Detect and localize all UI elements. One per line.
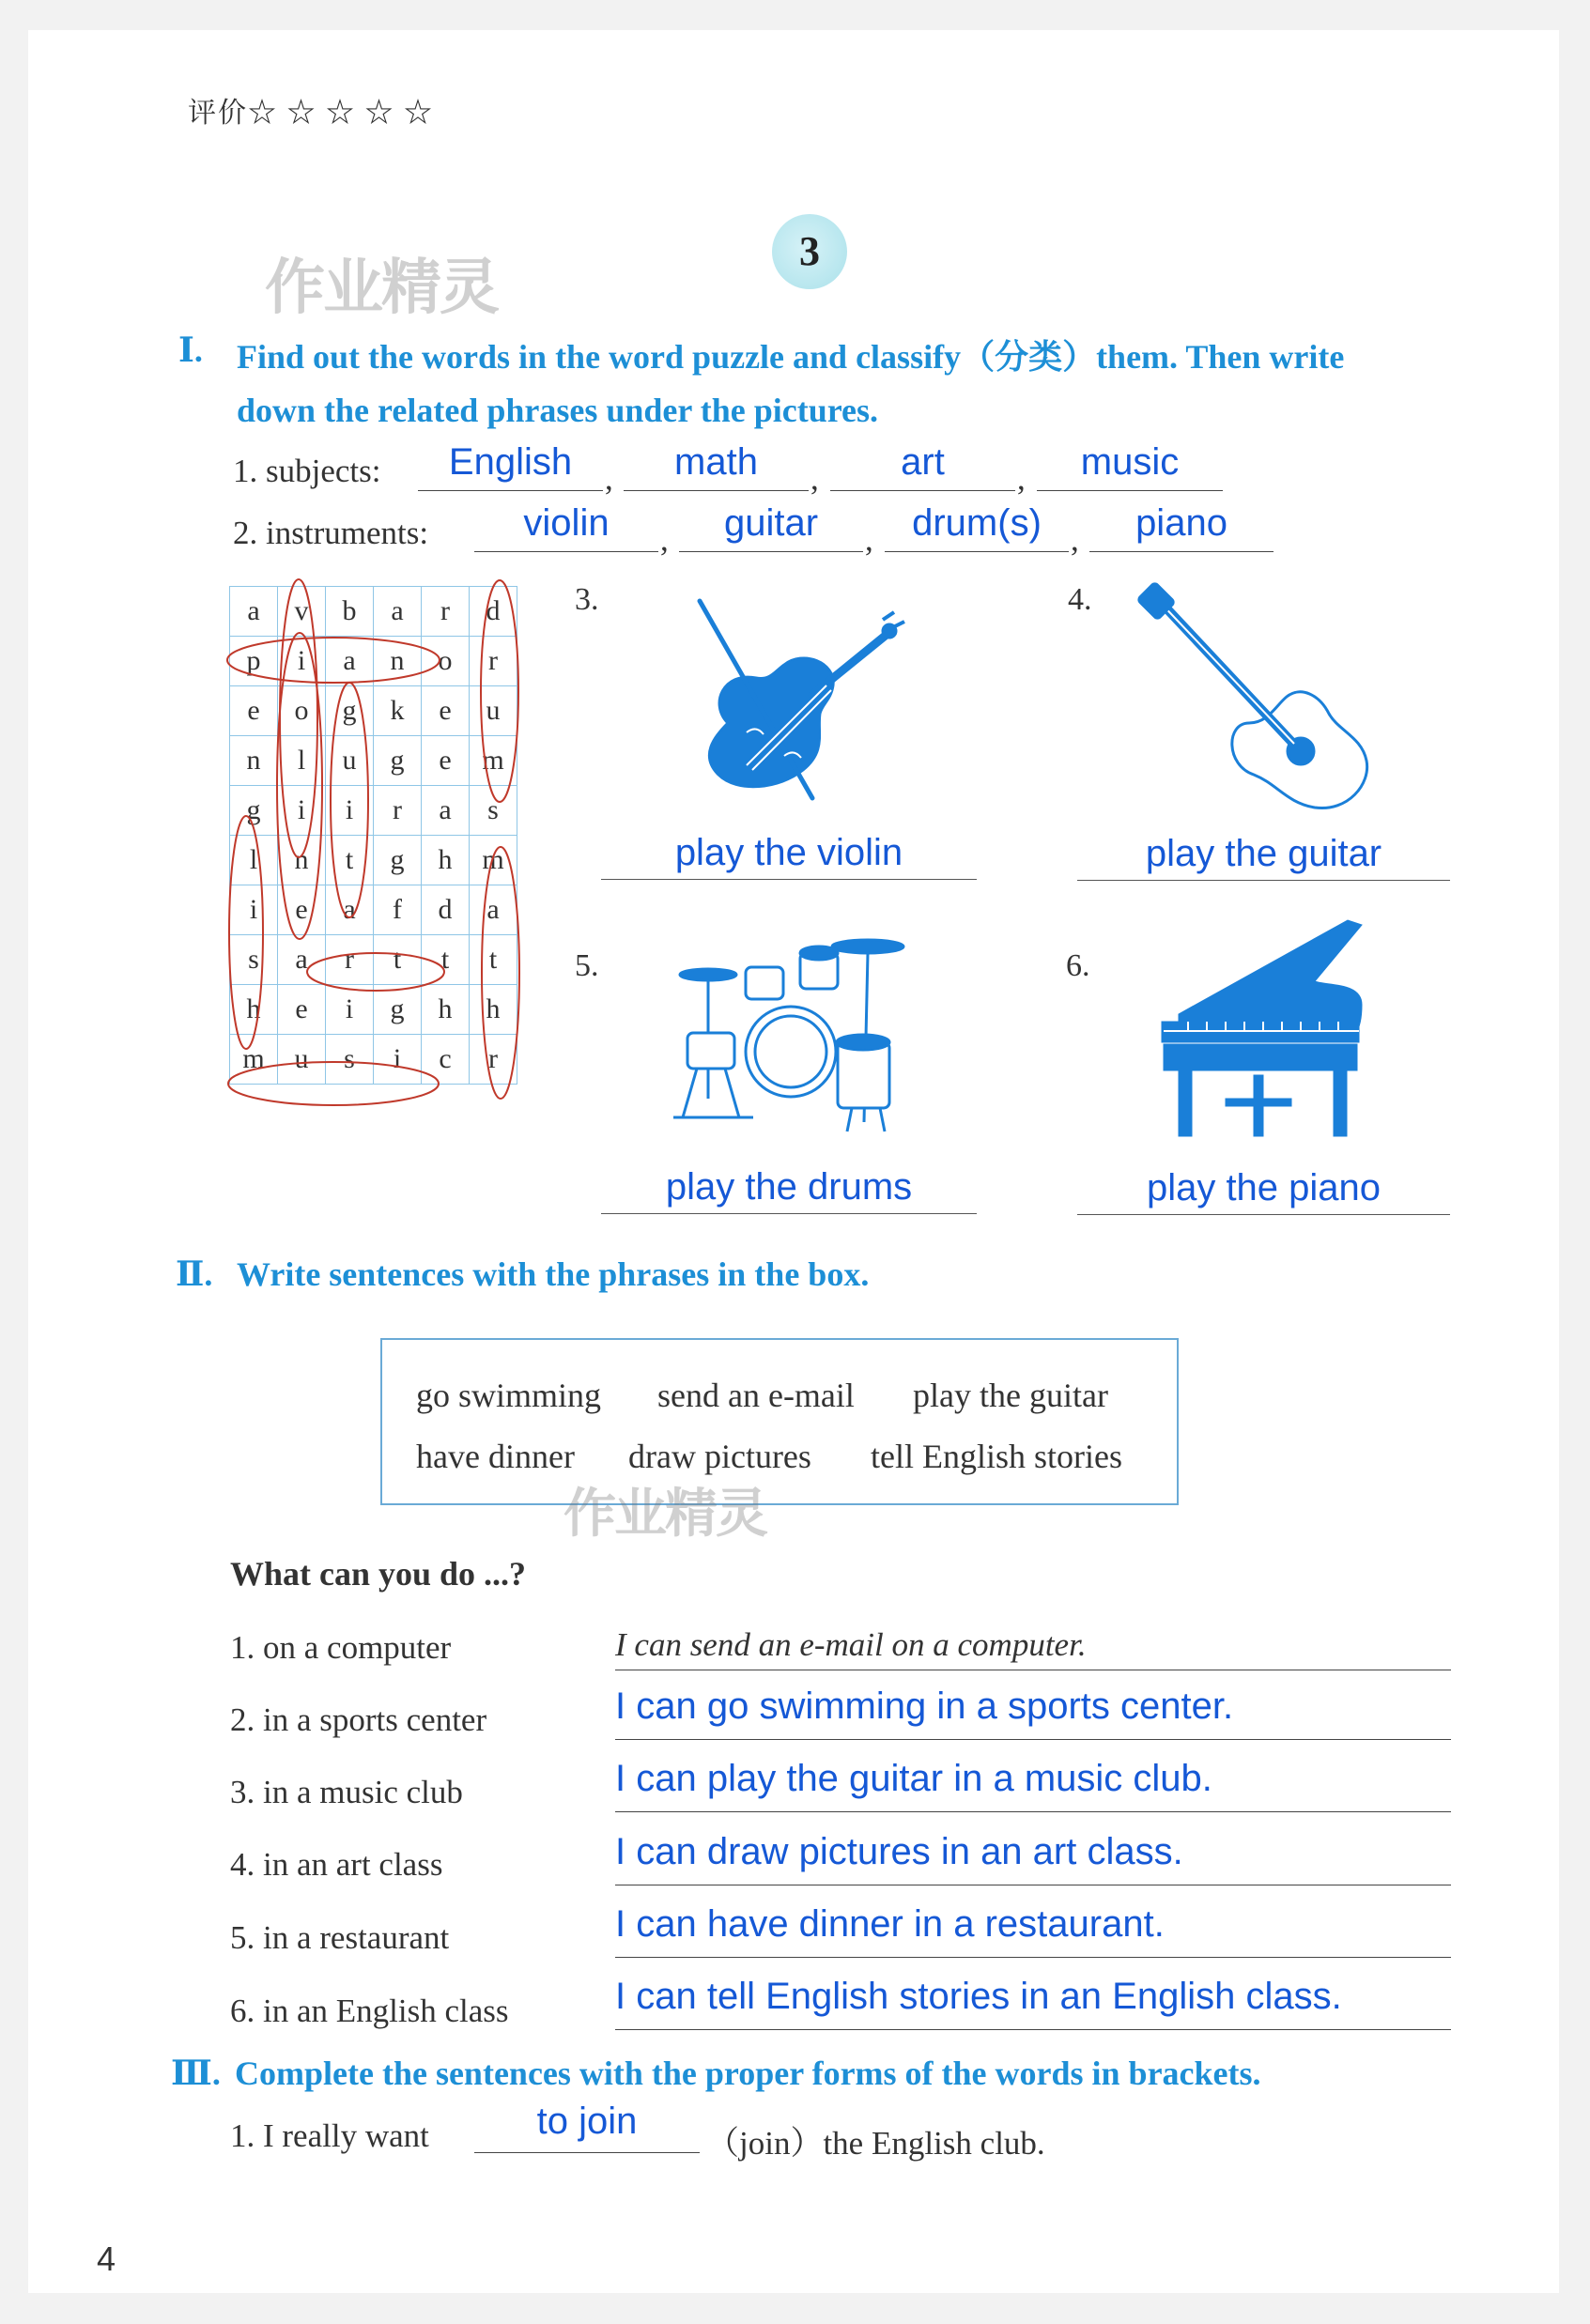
puzzle-cell[interactable]: a <box>326 885 374 935</box>
piano-answer-text: play the piano <box>1146 1167 1382 1208</box>
comma: , <box>810 460 819 497</box>
puzzle-cell[interactable]: r <box>470 637 517 686</box>
subject-answer-4[interactable] <box>1037 441 1223 491</box>
piano-icon <box>1150 911 1371 1146</box>
instrument-answer-2[interactable] <box>679 502 863 552</box>
puzzle-row <box>230 836 517 885</box>
section1-numeral: Ⅰ. <box>178 331 203 369</box>
puzzle-cell[interactable]: b <box>326 587 374 637</box>
section3-q1-answer[interactable] <box>474 2101 700 2153</box>
violin-icon <box>672 592 906 822</box>
puzzle-cell[interactable]: e <box>278 885 326 935</box>
rating-label: 评价 <box>188 98 248 129</box>
puzzle-cell[interactable]: s <box>326 1035 374 1085</box>
sentence-answer-5[interactable] <box>615 1903 1451 1958</box>
guitar-answer-line[interactable] <box>1077 833 1450 881</box>
sentence-answer-1[interactable] <box>615 1623 1451 1670</box>
puzzle-cell[interactable]: e <box>422 686 470 736</box>
puzzle-cell[interactable]: g <box>374 985 422 1035</box>
comma: , <box>1071 521 1079 558</box>
puzzle-cell[interactable]: l <box>278 736 326 786</box>
puzzle-cell[interactable]: r <box>422 587 470 637</box>
puzzle-cell[interactable]: i <box>374 1035 422 1085</box>
puzzle-cell[interactable]: m <box>470 736 517 786</box>
subject-answer-1[interactable] <box>418 441 603 491</box>
puzzle-cell[interactable]: h <box>422 836 470 885</box>
section1-instruction-line2: down the related phrases under the pictures. <box>237 392 879 429</box>
prompt-3: 3. in a music club <box>230 1774 463 1810</box>
puzzle-cell[interactable]: m <box>470 836 517 885</box>
section3-q1-answer-text: to join <box>536 2101 638 2142</box>
puzzle-cell[interactable]: v <box>278 587 326 637</box>
rating-line <box>188 89 434 131</box>
section3-numeral: Ⅲ. <box>171 2055 221 2092</box>
phrase-send-email: send an e-mail <box>657 1377 855 1414</box>
puzzle-cell[interactable]: a <box>278 935 326 985</box>
prompt-4: 4. in an art class <box>230 1846 443 1883</box>
prompt-1: 1. on a computer <box>230 1629 452 1666</box>
puzzle-cell[interactable]: u <box>470 686 517 736</box>
q2-label: 2. instruments: <box>233 515 429 551</box>
sentence-answer-4[interactable] <box>615 1831 1451 1885</box>
section3-q1-suffix: （join）the English club. <box>706 2125 1045 2162</box>
puzzle-row <box>230 935 517 985</box>
section1-heading <box>178 331 1345 376</box>
puzzle-row <box>230 985 517 1035</box>
section1-instruction-line1: Find out the words in the word puzzle and classify（分类）them. Then write <box>237 338 1345 376</box>
phrase-have-dinner: have dinner <box>416 1438 575 1475</box>
picture-number-4: 4. <box>1068 582 1092 617</box>
puzzle-cell[interactable]: g <box>326 686 374 736</box>
puzzle-cell[interactable]: t <box>470 935 517 985</box>
instrument-answer-3-text: drum(s) <box>912 502 1042 544</box>
puzzle-cell[interactable]: m <box>230 1035 278 1085</box>
phrase-go-swimming: go swimming <box>416 1377 602 1414</box>
puzzle-cell[interactable]: a <box>470 885 517 935</box>
puzzle-row <box>230 736 517 786</box>
puzzle-cell[interactable]: a <box>230 587 278 637</box>
puzzle-cell[interactable]: u <box>278 1035 326 1085</box>
prompt-2: 2. in a sports center <box>230 1701 487 1738</box>
unit-badge: 3 <box>772 214 847 289</box>
puzzle-cell[interactable]: n <box>278 836 326 885</box>
puzzle-cell[interactable]: p <box>230 637 278 686</box>
puzzle-cell[interactable]: t <box>374 935 422 985</box>
puzzle-cell[interactable]: k <box>374 686 422 736</box>
q1-label: 1. subjects: <box>233 453 381 489</box>
section2-heading <box>176 1254 870 1294</box>
subject-answer-1-text: English <box>448 441 573 483</box>
puzzle-cell[interactable]: i <box>230 885 278 935</box>
rating-stars[interactable]: ☆ ☆ ☆ ☆ ☆ <box>248 98 434 129</box>
subject-answer-2[interactable] <box>624 441 809 491</box>
sentence-answer-3-text: I can play the guitar in a music club. <box>615 1758 1212 1799</box>
puzzle-cell[interactable]: r <box>470 1035 517 1085</box>
puzzle-cell[interactable]: g <box>374 736 422 786</box>
section3-q1-prefix: 1. I really want <box>230 2117 429 2154</box>
subject-answer-2-text: math <box>674 441 758 483</box>
puzzle-cell[interactable]: g <box>374 836 422 885</box>
comma: , <box>605 460 613 497</box>
picture-number-5: 5. <box>575 948 599 983</box>
sentence-answer-3[interactable] <box>615 1758 1451 1812</box>
comma: , <box>660 521 669 558</box>
violin-answer-text: play the violin <box>674 832 903 873</box>
puzzle-row <box>230 637 517 686</box>
puzzle-cell[interactable]: t <box>422 935 470 985</box>
puzzle-cell[interactable]: h <box>230 985 278 1035</box>
puzzle-cell[interactable]: c <box>422 1035 470 1085</box>
puzzle-cell[interactable]: r <box>374 786 422 836</box>
puzzle-cell[interactable]: e <box>422 736 470 786</box>
sentence-answer-6-text: I can tell English stories in an English class. <box>615 1976 1342 2017</box>
page-number: 4 <box>97 2239 116 2278</box>
puzzle-row <box>230 587 517 637</box>
puzzle-cell[interactable]: o <box>422 637 470 686</box>
puzzle-cell[interactable]: a <box>326 637 374 686</box>
subject-answer-3-text: art <box>901 441 945 483</box>
phrase-draw-pictures: draw pictures <box>628 1438 811 1475</box>
puzzle-cell[interactable]: d <box>470 587 517 637</box>
watermark-logo: 作业精灵 <box>563 1484 766 1545</box>
puzzle-cell[interactable]: h <box>470 985 517 1035</box>
puzzle-row <box>230 786 517 836</box>
subject-answer-3[interactable] <box>830 441 1015 491</box>
drums-answer-line[interactable] <box>601 1166 977 1214</box>
instrument-answer-4[interactable] <box>1089 502 1274 552</box>
puzzle-cell[interactable]: e <box>230 686 278 736</box>
sentence-answer-4-text: I can draw pictures in an art class. <box>615 1831 1183 1872</box>
puzzle-cell[interactable]: o <box>278 686 326 736</box>
drums-icon <box>669 930 913 1141</box>
puzzle-cell[interactable]: a <box>422 786 470 836</box>
puzzle-cell[interactable]: i <box>326 786 374 836</box>
prompt-6: 6. in an English class <box>230 1993 509 2029</box>
puzzle-cell[interactable]: a <box>374 587 422 637</box>
puzzle-cell[interactable]: i <box>278 786 326 836</box>
guitar-answer-text: play the guitar <box>1145 833 1382 874</box>
puzzle-cell[interactable]: d <box>422 885 470 935</box>
comma: , <box>1017 460 1026 497</box>
sentence-answer-2-text: I can go swimming in a sports center. <box>615 1685 1234 1727</box>
puzzle-cell[interactable]: g <box>230 786 278 836</box>
drums-answer-text: play the drums <box>665 1166 913 1208</box>
puzzle-cell[interactable]: n <box>230 736 278 786</box>
picture-number-3: 3. <box>575 582 599 617</box>
violin-answer-line[interactable] <box>601 832 977 880</box>
comma: , <box>865 521 873 558</box>
puzzle-cell[interactable]: f <box>374 885 422 935</box>
guitar-icon <box>1136 582 1381 826</box>
phrase-box <box>380 1338 1179 1505</box>
picture-number-6: 6. <box>1066 948 1090 983</box>
sentence-answer-2[interactable] <box>615 1685 1451 1740</box>
sentence-answer-5-text: I can have dinner in a restaurant. <box>615 1903 1165 1945</box>
watermark-logo: 作业精灵 <box>265 254 498 323</box>
section2-numeral: Ⅱ. <box>176 1255 213 1293</box>
subject-answer-4-text: music <box>1080 441 1180 483</box>
puzzle-cell[interactable]: u <box>326 736 374 786</box>
section2-instruction: Write sentences with the phrases in the box. <box>237 1255 870 1293</box>
section2-question: What can you do ...? <box>230 1555 527 1593</box>
sentence-answer-1-text: I can send an e-mail on a computer. <box>615 1626 1087 1663</box>
instrument-answer-4-text: piano <box>1135 502 1227 544</box>
instrument-answer-1[interactable] <box>474 502 658 552</box>
instrument-answer-1-text: violin <box>523 502 610 544</box>
puzzle-cell[interactable]: s <box>470 786 517 836</box>
puzzle-cell[interactable]: i <box>326 985 374 1035</box>
puzzle-row <box>230 1035 517 1085</box>
phrase-tell-stories: tell English stories <box>871 1438 1122 1475</box>
puzzle-cell[interactable]: t <box>326 836 374 885</box>
instrument-answer-3[interactable] <box>885 502 1069 552</box>
puzzle-row <box>230 686 517 736</box>
sentence-answer-6[interactable] <box>615 1976 1451 2030</box>
phrase-play-guitar: play the guitar <box>913 1377 1108 1414</box>
puzzle-cell[interactable]: l <box>230 836 278 885</box>
piano-answer-line[interactable] <box>1077 1167 1450 1215</box>
puzzle-cell[interactable]: h <box>422 985 470 1035</box>
section3-heading <box>171 2054 1261 2093</box>
puzzle-cell[interactable]: i <box>278 637 326 686</box>
puzzle-cell[interactable]: n <box>374 637 422 686</box>
puzzle-cell[interactable]: s <box>230 935 278 985</box>
puzzle-cell[interactable]: r <box>326 935 374 985</box>
prompt-5: 5. in a restaurant <box>230 1919 450 1956</box>
puzzle-cell[interactable]: e <box>278 985 326 1035</box>
section3-instruction: Complete the sentences with the proper forms of the words in brackets. <box>235 2055 1261 2092</box>
instrument-answer-2-text: guitar <box>723 502 819 544</box>
puzzle-row <box>230 885 517 935</box>
word-puzzle-grid <box>229 586 517 1085</box>
